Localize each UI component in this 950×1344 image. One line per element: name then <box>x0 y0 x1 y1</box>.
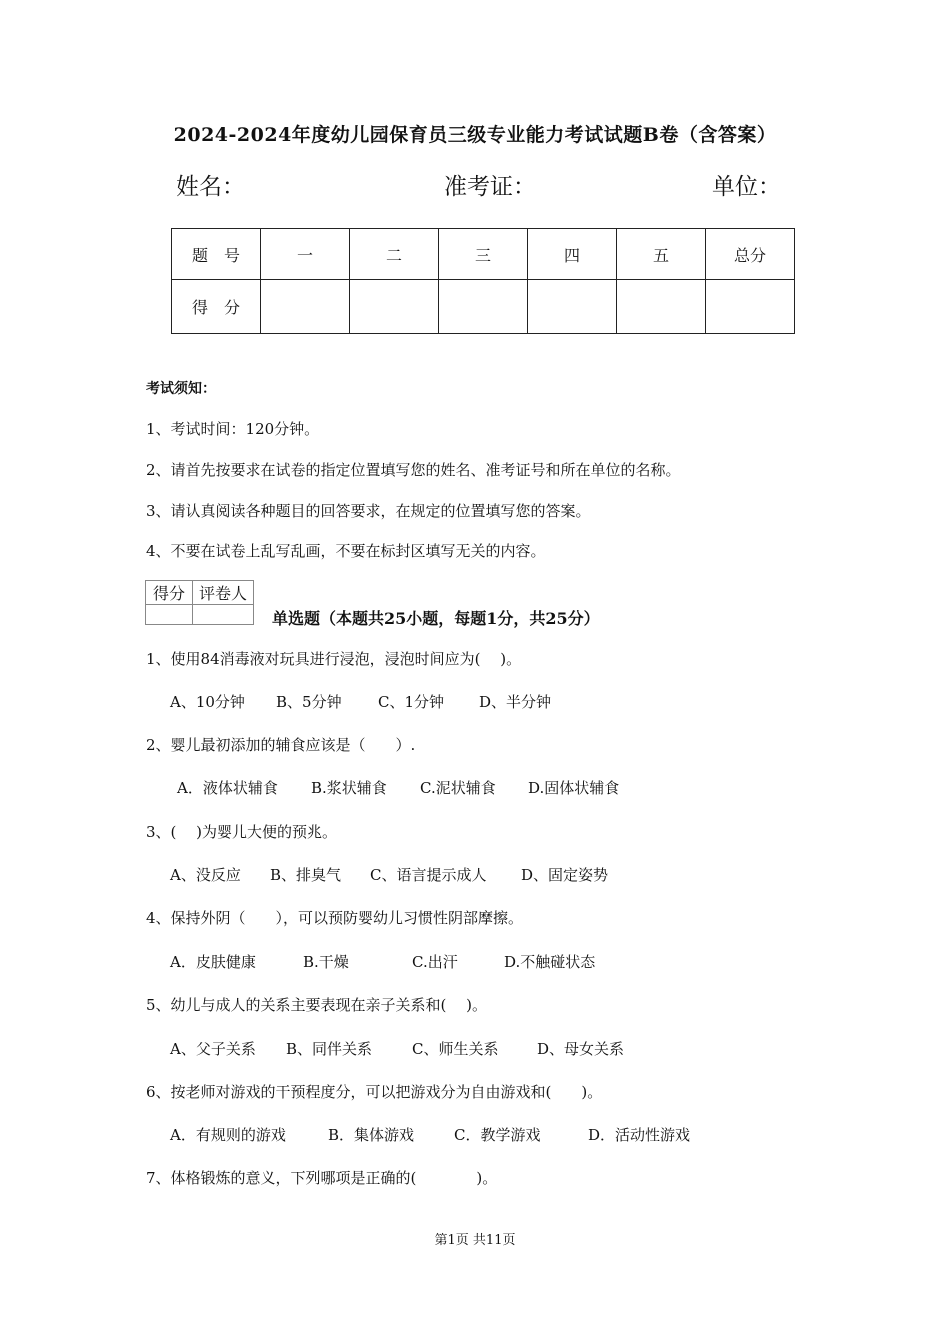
option[interactable]: C.泥状辅食 <box>420 779 496 797</box>
grader-name-label: 评卷人 <box>193 581 254 605</box>
notice-item: 4、不要在试卷上乱写乱画，不要在标封区填写无关的内容。 <box>146 542 546 560</box>
question-text: 3、( )为婴儿大便的预兆。 <box>146 823 338 841</box>
option[interactable]: D.固体状辅食 <box>528 779 620 797</box>
section-title: 单选题（本题共25小题，每题1分，共25分） <box>272 609 600 628</box>
header-cell: 五 <box>617 229 706 280</box>
exam-id-label: 准考证： <box>444 174 536 200</box>
option[interactable]: A．液体状辅食 <box>177 779 278 797</box>
option[interactable]: B、排臭气 <box>270 866 342 884</box>
question-text: 7、体格锻炼的意义，下列哪项是正确的( )。 <box>146 1169 498 1187</box>
question-text: 2、婴儿最初添加的辅食应该是（ ）. <box>146 736 416 754</box>
unit-label: 单位： <box>712 174 781 200</box>
page-footer: 第1页 共11页 <box>434 1233 516 1248</box>
grader-score-label: 得分 <box>146 581 193 605</box>
notice-item: 3、请认真阅读各种题目的回答要求，在规定的位置填写您的答案。 <box>146 502 591 520</box>
score-table <box>171 228 795 334</box>
question-text: 6、按老师对游戏的干预程度分，可以把游戏分为自由游戏和( )。 <box>146 1083 603 1101</box>
question-text: 5、幼儿与成人的关系主要表现在亲子关系和( )。 <box>146 996 488 1014</box>
option[interactable]: D．活动性游戏 <box>588 1126 691 1144</box>
grader-box <box>145 580 254 625</box>
score-cell[interactable] <box>706 280 795 334</box>
option[interactable]: A、10分钟 <box>170 693 245 711</box>
header-cell: 二 <box>350 229 439 280</box>
option[interactable]: D、母女关系 <box>537 1040 625 1058</box>
score-cell[interactable] <box>617 280 706 334</box>
score-cell[interactable] <box>350 280 439 334</box>
score-table-header-row <box>172 229 795 280</box>
notice-heading: 考试须知： <box>146 381 216 397</box>
score-cell[interactable] <box>261 280 350 334</box>
question-text: 4、保持外阴（ ），可以预防婴幼儿习惯性阴部摩擦。 <box>146 909 524 927</box>
option[interactable]: A、没反应 <box>170 866 241 884</box>
header-cell: 总分 <box>706 229 795 280</box>
score-cell[interactable] <box>439 280 528 334</box>
score-table-score-row <box>172 280 795 334</box>
header-cell: 一 <box>261 229 350 280</box>
option[interactable]: A、父子关系 <box>170 1040 256 1058</box>
option[interactable]: D.不触碰状态 <box>504 953 596 971</box>
notice-item: 2、请首先按要求在试卷的指定位置填写您的姓名、准考证号和所在单位的名称。 <box>146 461 681 479</box>
option[interactable]: C.出汗 <box>412 953 458 971</box>
option[interactable]: B、同伴关系 <box>286 1040 373 1058</box>
score-row-label: 得 分 <box>172 280 261 334</box>
header-cell: 题 号 <box>172 229 261 280</box>
header-cell: 四 <box>528 229 617 280</box>
notice-item: 1、考试时间：120分钟。 <box>146 420 320 438</box>
option[interactable]: B．集体游戏 <box>328 1126 415 1144</box>
option[interactable]: A．有规则的游戏 <box>170 1126 286 1144</box>
option[interactable]: D、半分钟 <box>479 693 552 711</box>
header-cell: 三 <box>439 229 528 280</box>
question-text: 1、使用84消毒液对玩具进行浸泡，浸泡时间应为( )。 <box>146 650 522 668</box>
option[interactable]: C、1分钟 <box>378 693 445 711</box>
option[interactable]: C、语言提示成人 <box>370 866 487 884</box>
grader-score-cell[interactable] <box>146 605 193 625</box>
option[interactable]: D、固定姿势 <box>521 866 609 884</box>
option[interactable]: B、5分钟 <box>276 693 342 711</box>
option[interactable]: A．皮肤健康 <box>170 953 256 971</box>
option[interactable]: C、师生关系 <box>412 1040 499 1058</box>
grader-name-cell[interactable] <box>193 605 254 625</box>
name-label: 姓名： <box>176 174 245 200</box>
option[interactable]: B.浆状辅食 <box>311 779 387 797</box>
option[interactable]: B.干燥 <box>303 953 349 971</box>
score-cell[interactable] <box>528 280 617 334</box>
option[interactable]: C．教学游戏 <box>454 1126 541 1144</box>
page-title: 2024-2024年度幼儿园保育员三级专业能力考试试题B卷（含答案） <box>173 124 777 146</box>
